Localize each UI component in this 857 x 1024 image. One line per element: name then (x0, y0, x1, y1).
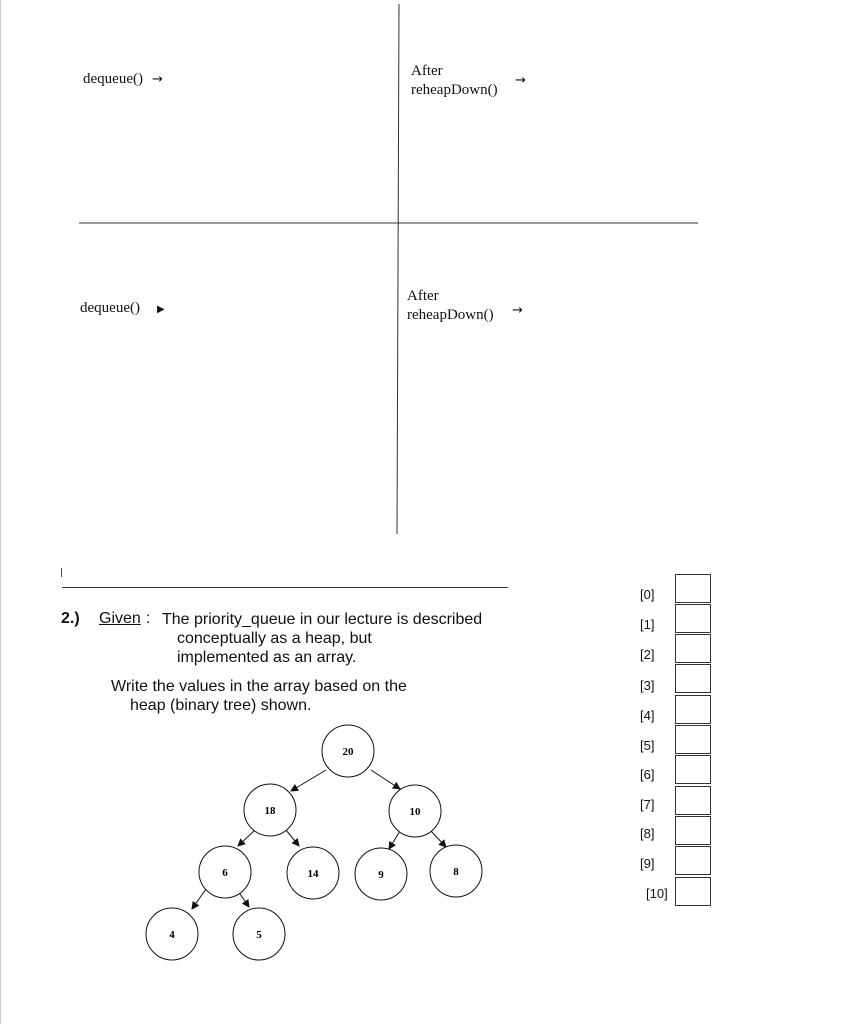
instruction-line-2: heap (binary tree) shown. (130, 697, 312, 714)
array-cell[interactable] (675, 604, 711, 633)
reheapdown-label-1: reheapDown() (411, 82, 498, 98)
node-label: 4 (169, 929, 175, 941)
question-line-3: implemented as an array. (177, 649, 357, 666)
node-label: 8 (453, 866, 459, 878)
heap-node (287, 847, 339, 899)
edge-18-6 (238, 830, 255, 846)
array-cell[interactable] (675, 786, 711, 815)
reheapdown-label-2: reheapDown() (407, 307, 494, 323)
given-label: Given (99, 610, 141, 627)
array-index-label: [2] (640, 647, 655, 662)
array-index-label: [9] (640, 856, 655, 871)
arrow-right-icon: → (515, 73, 526, 88)
array-index-label: [1] (640, 617, 655, 632)
array-index-label: [0] (640, 587, 655, 602)
node-label: 6 (222, 867, 228, 879)
array-cell[interactable] (675, 816, 711, 845)
array-index-label: [6] (640, 767, 655, 782)
heap-node (244, 784, 296, 836)
array-cell[interactable] (675, 846, 711, 875)
arrow-right-icon: ▶ (157, 304, 165, 315)
array-cell[interactable] (675, 725, 711, 754)
edge-10-8 (430, 830, 446, 847)
edge-10-9 (389, 831, 400, 849)
edge-20-18 (291, 770, 326, 791)
instruction-line-1: Write the values in the array based on the (111, 678, 407, 695)
node-label: 20 (342, 746, 354, 758)
array-index-label: [3] (640, 678, 655, 693)
array-index-label: [10] (646, 886, 668, 901)
question-number: 2.) (61, 610, 80, 627)
question-line-2: conceptually as a heap, but (177, 630, 372, 647)
array-cell[interactable] (675, 755, 711, 784)
heap-node (355, 848, 407, 900)
arrow-right-icon: → (512, 303, 523, 318)
edge-20-10 (371, 770, 400, 789)
array-index-label: [7] (640, 797, 655, 812)
question-line-1: The priority_queue in our lecture is described (162, 611, 483, 628)
dequeue-label-1: dequeue() (83, 71, 143, 87)
after-label-1: After (411, 63, 443, 79)
heap-node (389, 785, 441, 837)
array-index-label: [8] (640, 826, 655, 841)
heap-node (146, 908, 198, 960)
arrow-right-icon: → (152, 72, 163, 87)
array-cell[interactable] (675, 695, 711, 724)
node-label: 10 (409, 806, 421, 818)
node-label: 9 (378, 869, 384, 881)
node-label: 5 (256, 929, 262, 941)
heap-node (233, 908, 285, 960)
heap-node (322, 725, 374, 777)
heap-node (430, 845, 482, 897)
edge-18-14 (286, 830, 299, 846)
edge-6-4 (192, 889, 206, 909)
array-cell[interactable] (675, 877, 711, 906)
array-index-label: [5] (640, 738, 655, 753)
dequeue-label-2: dequeue() (80, 300, 140, 316)
given-colon: : (146, 610, 151, 627)
array-cell[interactable] (675, 634, 711, 663)
node-label: 14 (307, 868, 319, 880)
after-label-2: After (407, 288, 439, 304)
heap-node (199, 846, 251, 898)
array-cell[interactable] (675, 664, 711, 693)
array-index-label: [4] (640, 708, 655, 723)
array-cell[interactable] (675, 574, 711, 603)
node-label: 18 (264, 805, 276, 817)
